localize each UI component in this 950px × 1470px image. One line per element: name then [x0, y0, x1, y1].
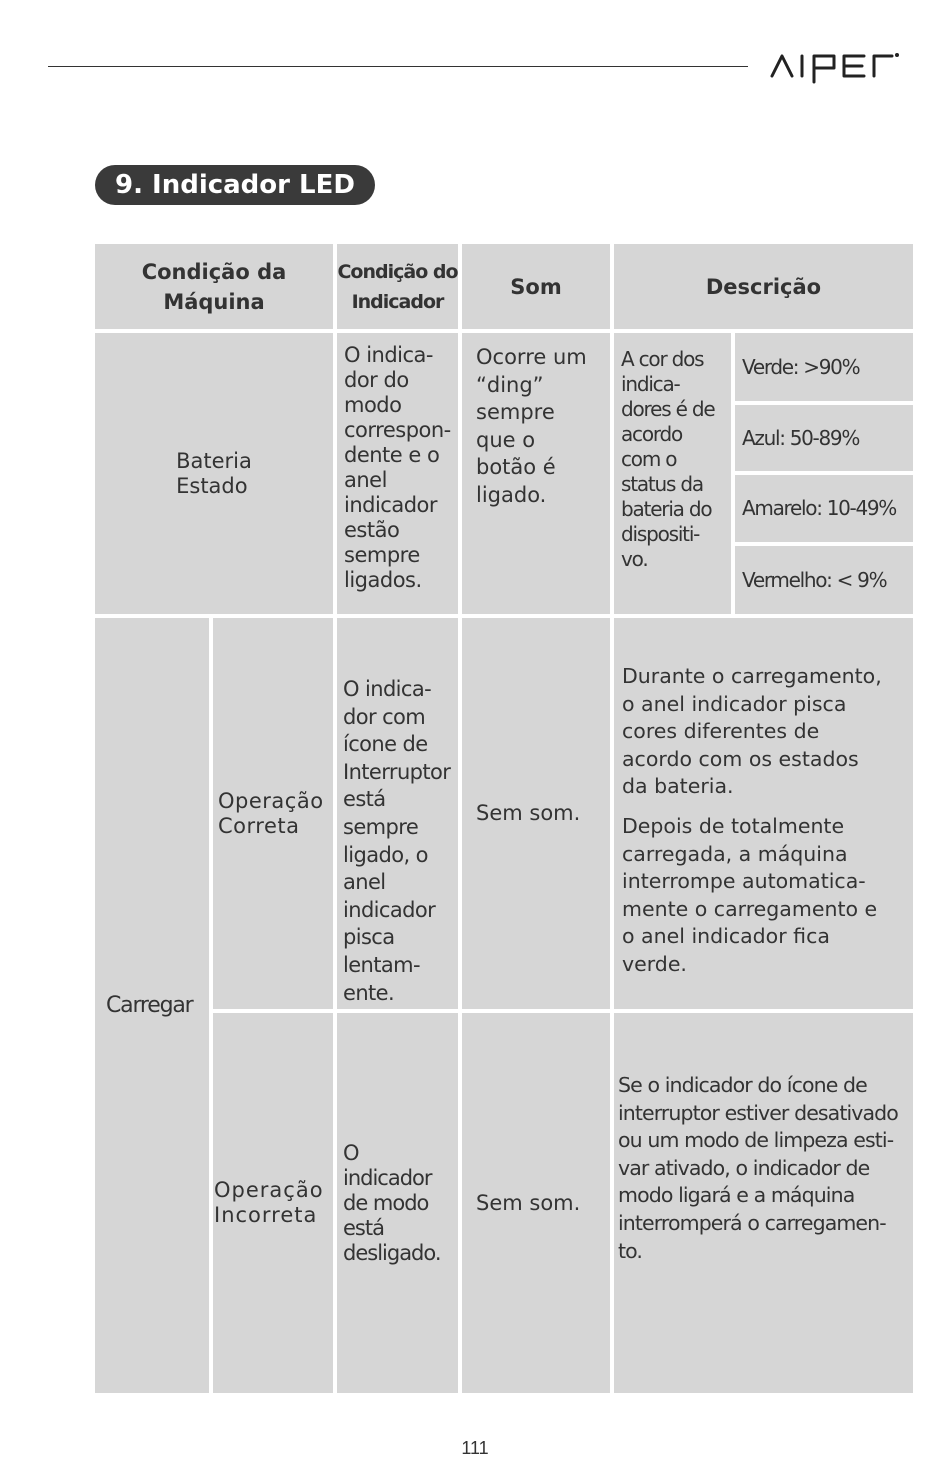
header-rule	[48, 66, 748, 67]
correct-indicator-text: O indica- dor com ícone de Interruptor está sempre ligado, o anel indicador pisca lentam- ente.	[343, 677, 451, 1005]
correct-indicator-cell	[337, 618, 458, 1009]
correct-operation-cell	[213, 618, 333, 1009]
battery-indicator-text: O indica- dor do modo correspon- dente e o anel indicador estão sempre ligados.	[344, 343, 451, 592]
level-red	[735, 546, 913, 614]
header-indicator-condition: Condição do Indicador	[337, 244, 458, 329]
header-sound: Som	[462, 244, 610, 329]
level-yellow-text: Amarelo: 10-49%	[742, 496, 897, 520]
charge-label: Carregar	[106, 993, 193, 1018]
correct-description-cell	[614, 618, 913, 1009]
incorrect-description-text: Se o indicador do ícone de interruptor estiver desativado ou um modo de limpeza esti- var ativado, o indicador de modo ligará e a máquina interromperá o carregamen- to.	[618, 1073, 898, 1263]
correct-sound-text: Sem som.	[476, 801, 581, 825]
correct-description-text-1: Durante o carregamento, o anel indicador pisca cores diferentes de acordo com os estados da bateria.	[622, 664, 882, 799]
incorrect-indicator-text: O indicador de modo está desligado.	[343, 1140, 441, 1265]
correct-sound-cell	[462, 618, 610, 1009]
incorrect-description-cell	[614, 1013, 913, 1393]
charge-cell	[95, 618, 209, 1393]
correct-operation-label: Operação Correta	[218, 788, 324, 838]
section-title: 9. Indicador LED	[95, 165, 375, 205]
level-yellow	[735, 475, 913, 542]
incorrect-sound-text: Sem som.	[476, 1190, 581, 1215]
header-machine-condition: Condição da Máquina	[95, 244, 333, 329]
level-green	[735, 333, 913, 401]
battery-description-cell	[614, 333, 731, 614]
correct-description-text-2: Depois de totalmente carregada, a máquina interrompe automatica- mente o carregamento e o anel indicador fica verde.	[622, 813, 878, 976]
battery-indicator-cell	[337, 333, 458, 614]
level-green-text: Verde: >90%	[742, 354, 860, 379]
battery-sound-text: Ocorre um “ding” sempre que o botão é ligado.	[476, 345, 587, 507]
aiper-logo	[768, 48, 900, 84]
incorrect-indicator-cell	[337, 1013, 458, 1393]
page-number: 111	[461, 1438, 489, 1458]
level-blue-text: Azul: 50-89%	[742, 425, 860, 450]
incorrect-operation-cell	[213, 1013, 333, 1393]
battery-sound-cell	[462, 333, 610, 614]
battery-status-label: Bateria Estado	[176, 448, 252, 498]
header-description: Descrição	[614, 244, 913, 329]
level-blue	[735, 405, 913, 471]
level-red-text: Vermelho: < 9%	[742, 567, 887, 592]
battery-description-text: A cor dos indica- dores é de acordo com o status da bateria do dispositi- vo.	[621, 347, 715, 571]
incorrect-sound-cell	[462, 1013, 610, 1393]
incorrect-operation-label: Operação Incorreta	[214, 1178, 324, 1227]
led-indicator-table	[95, 244, 913, 1393]
battery-status-cell	[95, 333, 333, 614]
